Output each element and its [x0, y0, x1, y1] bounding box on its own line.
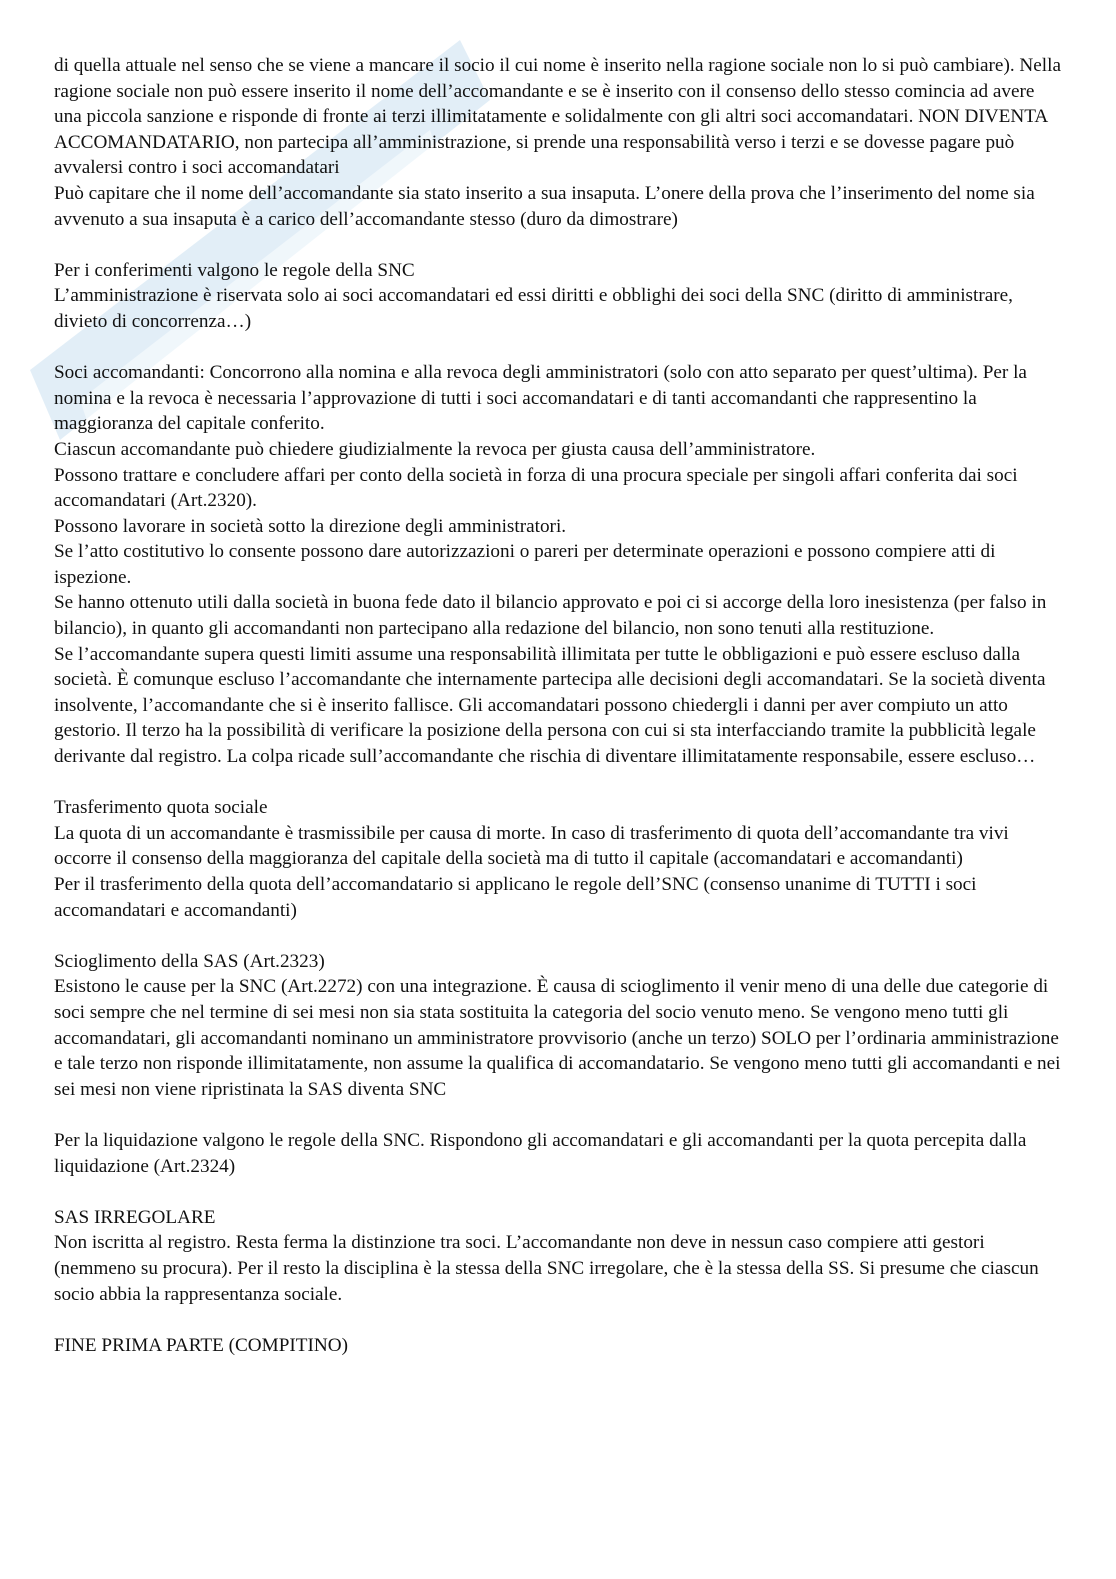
section-heading: SAS IRREGOLARE: [54, 1206, 216, 1228]
section-heading: Trasferimento quota sociale: [54, 797, 268, 819]
closing-line: FINE PRIMA PARTE (COMPITINO): [54, 1334, 348, 1356]
paragraph: Se hanno ottenuto utili dalla società in buona fede dato il bilancio approvato e poi ci si accorge della loro inesistenza (per falso in bilancio), in quanto gli accomandanti non partecipano alla redazione del bilancio, non sono tenuti alla restituzione.: [54, 592, 1047, 640]
section-heading: Scioglimento della SAS (Art.2323): [54, 950, 325, 972]
paragraph: Per il trasferimento della quota dell’accomandatario si applicano le regole dell’SNC (consenso unanime di TUTTI i soci accomandatari e accomandanti): [54, 874, 977, 921]
paragraph: L’amministrazione è riservata solo ai soci accomandatari ed essi diritti e obblighi dei soci della SNC (diritto di amministrare, divieto di concorrenza…): [54, 285, 1013, 332]
paragraph: Può capitare che il nome dell’accomandante sia stato inserito a sua insaputa. L’onere della prova che l’inserimento del nome sia avvenuto a sua insaputa è a carico dell’accomandante stesso (duro da dimostrare): [54, 182, 1035, 230]
paragraph: di quella attuale nel senso che se viene a mancare il socio il cui nome è inserito nella ragione sociale non lo si può cambiare). Nella ragione sociale non può essere inserito il nome dell’accomandante e se è inserito con il consenso dello stesso comincia ad avere una piccola sanzione e risponde di fronte ai terzi illimitatamente e solidalmente con gli altri soci accomandatari. NON DIVENTA ACCOMANDATARIO, non partecipa all’amministrazione, si prende una responsabilità verso i terzi e se dovesse pagare può avvalersi contro i soci accomandatari: [54, 55, 1061, 179]
paragraph: Per la liquidazione valgono le regole della SNC. Rispondono gli accomandatari e gli accomandanti per la quota percepita dalla liquidazione (Art.2324): [54, 1129, 1027, 1177]
blank-line: [54, 1307, 1064, 1333]
blank-line: [54, 923, 1064, 949]
paragraph: Possono trattare e concludere affari per conto della società in forza di una procura speciale per singoli affari conferita dai soci accomandatari (Art.2320).: [54, 464, 1018, 512]
blank-line: [54, 232, 1064, 258]
blank-line: [54, 770, 1064, 796]
paragraph: Non iscritta al registro. Resta ferma la distinzione tra soci. L’accomandante non deve in nessun caso compiere atti gestori (nemmeno su procura). Per il resto la disciplina è la stessa della SNC irregolare, che è la stessa della SS. Si presume che ciascun socio abbia la rappresentanza sociale.: [54, 1232, 1039, 1305]
paragraph: Possono lavorare in società sotto la direzione degli amministratori.: [54, 515, 567, 537]
blank-line: [54, 1102, 1064, 1128]
document-page: [54, 53, 1064, 1358]
blank-line: [54, 1179, 1064, 1205]
blank-line: [54, 335, 1064, 361]
section-heading: Per i conferimenti valgono le regole della SNC: [54, 259, 415, 281]
paragraph: Ciascun accomandante può chiedere giudizialmente la revoca per giusta causa dell’amministratore.: [54, 438, 816, 460]
paragraph: Esistono le cause per la SNC (Art.2272) con una integrazione. È causa di scioglimento il venir meno di una delle due categorie di soci sempre che nel termine di sei mesi non sia stata sostituita la categoria del socio venuto meno. Se vengono meno tutti gli accomandatari, gli accomandanti nominano un amministratore provvisorio (anche un terzo) SOLO per l’ordinaria amministrazione e tale terzo non risponde illimitatamente, non assume la qualifica di accomandatario. Se vengono meno tutti gli accomandanti e nei sei mesi non viene ripristinata la SAS diventa SNC: [54, 976, 1061, 1100]
paragraph: La quota di un accomandante è trasmissibile per causa di morte. In caso di trasferimento di quota dell’accomandante tra vivi occorre il consenso della maggioranza del capitale della società ma di tutto il capitale (accomandatari e accomandanti): [54, 822, 1009, 870]
paragraph: Soci accomandanti: Concorrono alla nomina e alla revoca degli amministratori (solo con atto separato per quest’ultima). Per la nomina e la revoca è necessaria l’approvazione di tutti i soci accomandatari e di tanti accomandanti che rappresentino la maggioranza del capitale conferito.: [54, 362, 1027, 435]
paragraph: Se l’accomandante supera questi limiti assume una responsabilità illimitata per tutte le obbligazioni e può essere escluso dalla società. È comunque escluso l’accomandante che internamente partecipa alle decisioni degli accomandatari. Se la società diventa insolvente, l’accomandante che si è inserito fallisce. Gli accomandatari possono chiedergli i danni per aver compiuto un atto gestorio. Il terzo ha la possibilità di verificare la posizione della persona con cui si sta interfacciando tramite la pubblicità legale derivante dal registro. La colpa ricade sull’accomandante che rischia di diventare illimitatamente responsabile, essere escluso…: [54, 643, 1046, 768]
paragraph: Se l’atto costitutivo lo consente possono dare autorizzazioni o pareri per determinate operazioni e possono compiere atti di ispezione.: [54, 541, 996, 588]
